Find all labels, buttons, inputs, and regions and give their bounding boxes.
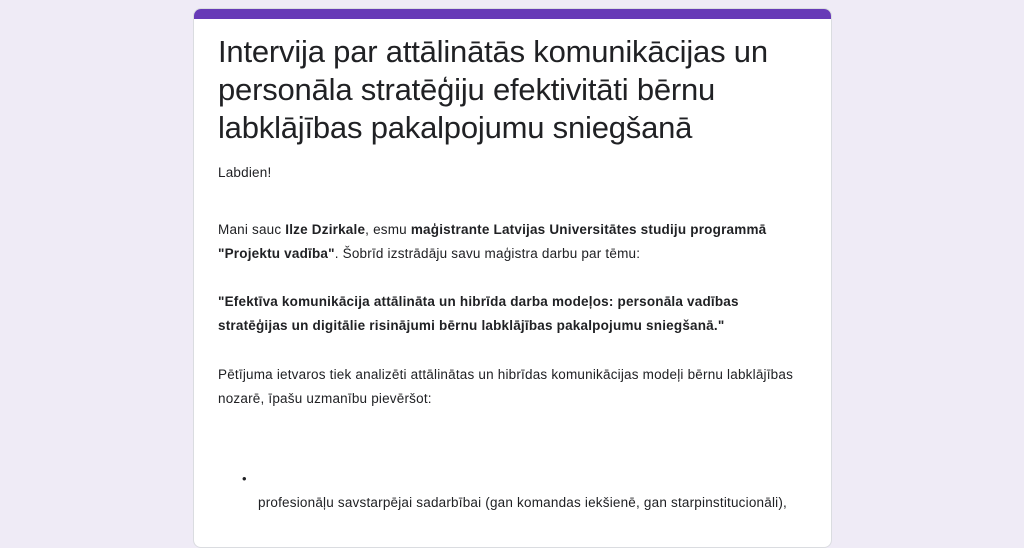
form-header-card xyxy=(193,8,832,548)
form-header-body xyxy=(218,33,812,411)
study-program: maģistrante Latvijas Universitātes studiju programmā "Projektu vadība" xyxy=(218,222,767,261)
intro-text-1: Mani sauc xyxy=(218,222,286,237)
bullet-dot-icon: • xyxy=(242,471,247,486)
intro-text-2: , esmu xyxy=(365,222,411,237)
form-description-intro xyxy=(218,218,812,266)
research-description: Pētījuma ietvaros tiek analizēti attālinātas un hibrīdas komunikācijas modeļi bērnu labklājības nozarē, īpašu uzmanību pievēršot: xyxy=(218,367,794,406)
author-name: Ilze Dzirkale xyxy=(285,222,366,237)
bullet-text: profesionāļu savstarpējai sadarbībai (gan komandas iekšienē, gan starpinstitucionāli), xyxy=(258,495,787,510)
intro-text-3: . Šobrīd izstrādāju savu maģistra darbu par tēmu: xyxy=(334,246,641,261)
form-accent-bar xyxy=(194,9,831,19)
form-title: Intervija par attālinātās komunikācijas un personāla stratēģiju efektivitāti bērnu labklājības pakalpojumu sniegšanā xyxy=(218,34,768,145)
thesis-topic: "Efektīva komunikācija attālināta un hibrīda darba modeļos: personāla vadības stratēģijas un digitālie risinājumi bērnu labklājības pakalpojumu sniegšanā." xyxy=(218,294,739,333)
form-description-greeting: Labdien! xyxy=(218,165,272,180)
